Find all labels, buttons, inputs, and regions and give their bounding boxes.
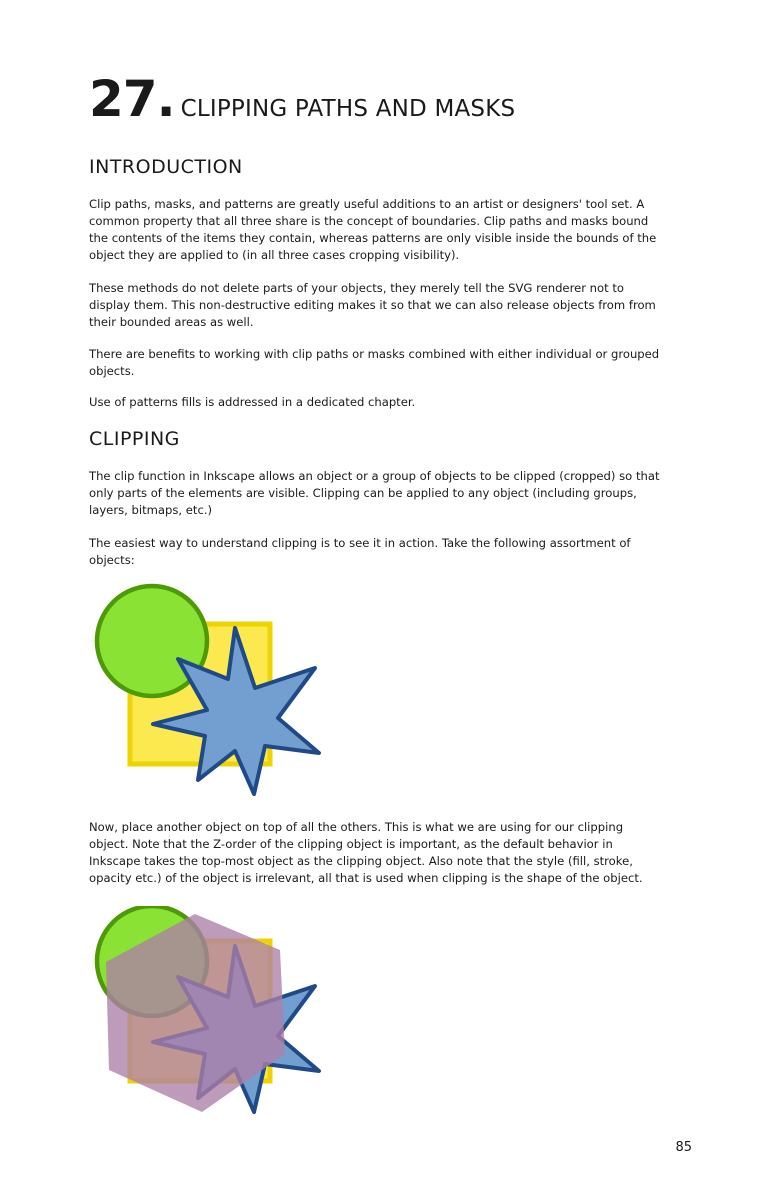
objects-figure	[90, 582, 335, 807]
clipping-paragraph-1: The clip function in Inkscape allows an object or a group of objects to be clipped (cropped) so that only parts of the elements are visible. Clipping can be applied to any object (including groups, layers, bitmaps, etc.)	[89, 469, 660, 517]
clip-object-figure	[90, 906, 335, 1121]
clipping-paragraph-2: The easiest way to understand clipping is to see it in action. Take the following assortment of objects:	[89, 536, 631, 567]
introduction-heading: INTRODUCTION	[89, 156, 243, 178]
chapter-number: 27.	[89, 70, 175, 128]
intro-paragraph-4: Use of patterns fills is addressed in a dedicated chapter.	[89, 395, 416, 409]
chapter-title: CLIPPING PATHS AND MASKS	[180, 96, 516, 122]
intro-paragraph-2: These methods do not delete parts of your objects, they merely tell the SVG renderer not to display them. This non-destructive editing makes it so that we can also release objects from from their bounded areas as well.	[89, 281, 656, 329]
clipping-paragraph-3: Now, place another object on top of all the others. This is what we are using for our clipping object. Note that the Z-order of the clipping object is important, as the default behavior in Inkscape takes the top-most object as the clipping object. Also note that the style (fill, stroke, opacity etc.) of the object is irrelevant, all that is used when clipping is the shape of the object.	[89, 820, 643, 885]
clipping-heading: CLIPPING	[89, 428, 180, 450]
intro-paragraph-1: Clip paths, masks, and patterns are greatly useful additions to an artist or designers' tool set. A common property that all three share is the concept of boundaries. Clip paths and masks bound the contents of the items they contain, whereas patterns are only visible inside the bounds of the object they are applied to (in all three cases cropping visibility).	[89, 197, 657, 262]
chapter-heading	[89, 70, 515, 128]
page-number: 85	[675, 1140, 692, 1155]
intro-paragraph-3: There are benefits to working with clip paths or masks combined with either individual or grouped objects.	[89, 347, 660, 378]
